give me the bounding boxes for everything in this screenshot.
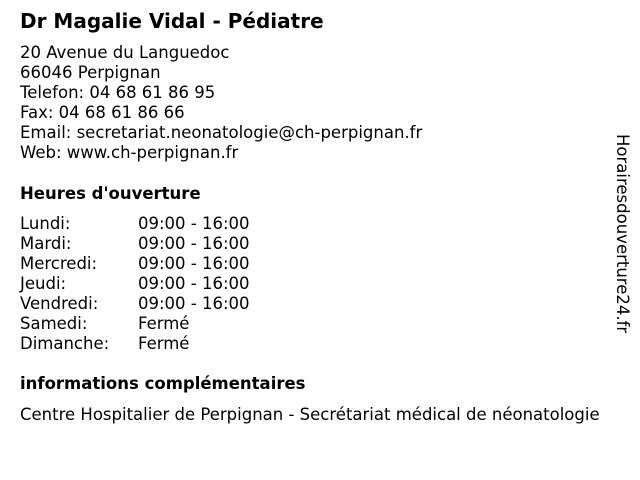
hours-value: Fermé [138, 334, 190, 353]
day-label: Vendredi: [20, 294, 99, 313]
contact-block [20, 43, 422, 163]
address-street: 20 Avenue du Languedoc [20, 43, 230, 62]
hours-value: 09:00 - 16:00 [138, 294, 250, 313]
email-address: Email: secretariat.neonatologie@ch-perpignan.fr [20, 123, 423, 142]
opening-hours-heading: Heures d'ouverture [20, 184, 201, 203]
additional-info-text: Centre Hospitalier de Perpignan - Secrétariat médical de néonatologie [20, 405, 600, 424]
doctor-title: Dr Magalie Vidal - Pédiatre [20, 9, 324, 33]
day-label: Jeudi: [20, 274, 67, 293]
site-watermark [612, 134, 632, 344]
hours-value: 09:00 - 16:00 [138, 274, 250, 293]
day-label: Samedi: [20, 314, 88, 333]
fax-number: Fax: 04 68 61 86 66 [20, 103, 185, 122]
day-label: Lundi: [20, 214, 71, 233]
hours-value: 09:00 - 16:00 [138, 214, 250, 233]
website: Web: www.ch-perpignan.fr [20, 143, 239, 162]
phone-number: Telefon: 04 68 61 86 95 [20, 83, 216, 102]
hours-value: 09:00 - 16:00 [138, 254, 250, 273]
address-city: 66046 Perpignan [20, 63, 161, 82]
hours-value: Fermé [138, 314, 190, 333]
watermark-text: Horairesdouverture24.fr [613, 134, 632, 334]
hours-value: 09:00 - 16:00 [138, 234, 250, 253]
additional-info-heading: informations complémentaires [20, 374, 306, 393]
day-label: Dimanche: [20, 334, 110, 353]
day-label: Mercredi: [20, 254, 98, 273]
day-label: Mardi: [20, 234, 72, 253]
